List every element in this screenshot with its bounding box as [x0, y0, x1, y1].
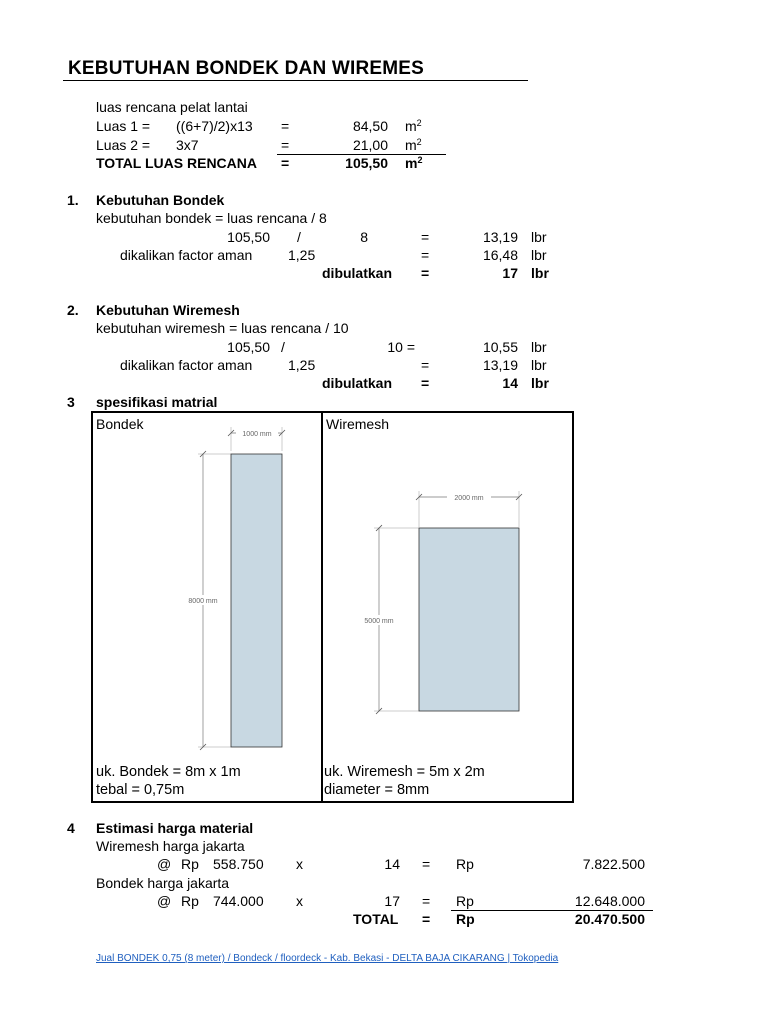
- area-2-formula: 3x7: [176, 137, 199, 153]
- wiremesh-rounded-label: dibulatkan: [322, 375, 393, 391]
- area-heading: luas rencana pelat lantai: [96, 99, 248, 115]
- footer-link[interactable]: Jual BONDEK 0,75 (8 meter) / Bondeck / floordeck - Kab. Bekasi - DELTA BAJA CIKARANG | Tokopedia: [96, 953, 559, 964]
- estimate-heading: Estimasi harga material: [96, 820, 254, 836]
- wiremesh-factor-eq: =: [421, 357, 430, 373]
- bondek-panel-title: Bondek: [96, 416, 144, 432]
- estimate-wiremesh-eq: =: [422, 856, 431, 872]
- area-total-unit: $m^2$: [405, 155, 423, 171]
- wiremesh-factor: 1,25: [288, 357, 316, 373]
- wiremesh-panel: [321, 411, 574, 803]
- estimate-bondek-at: @: [157, 893, 172, 909]
- estimate-bondek-total: 12.648.000: [574, 893, 645, 909]
- wiremesh-rounded-eq: =: [421, 375, 430, 391]
- estimate-wiremesh-price: 558.750: [213, 856, 264, 872]
- wiremesh-calc-a: 105,50: [227, 339, 270, 355]
- bondek-panel: [91, 411, 323, 803]
- bondek-rounded-eq: =: [421, 265, 430, 281]
- wiremesh-calc-op: /: [281, 339, 285, 355]
- estimate-bondek-cur: Rp: [181, 893, 199, 909]
- bondek-factor-value: 16,48: [482, 247, 518, 263]
- bondek-rounded-label: dibulatkan: [322, 265, 393, 281]
- wiremesh-rounded-unit: lbr: [531, 375, 549, 391]
- page-title: KEBUTUHAN BONDEK DAN WIREMES: [68, 58, 425, 79]
- wiremesh-factor-unit: lbr: [531, 357, 547, 373]
- area-1-eq: =: [281, 118, 290, 134]
- estimate-bondek-x: x: [296, 893, 303, 909]
- bondek-factor-label: dikalikan factor aman: [120, 247, 253, 263]
- bondek-calc-unit: lbr: [531, 229, 547, 245]
- area-1-value: 84,50: [352, 118, 388, 134]
- estimate-total-cur: Rp: [456, 911, 475, 927]
- bondek-heading: Kebutuhan Bondek: [96, 192, 225, 208]
- bondek-factor-eq: =: [421, 247, 430, 263]
- bondek-height-dim: 8000 mm: [188, 598, 218, 605]
- area-total-value: 105,50: [345, 155, 388, 171]
- estimate-bondek-eq: =: [422, 893, 431, 909]
- bondek-rounded-value: 17: [502, 265, 518, 281]
- bondek-calc-op: /: [297, 229, 301, 245]
- title-underline: [63, 80, 528, 81]
- bondek-width-dim: 1000 mm: [242, 431, 272, 438]
- wiremesh-sheet: [419, 528, 519, 711]
- bondek-sheet: [231, 454, 282, 747]
- wiremesh-diagram: [323, 413, 572, 723]
- estimate-wiremesh-x: x: [296, 856, 303, 872]
- wiremesh-calc-b: 10 =: [387, 339, 415, 355]
- bondek-thickness-text: tebal = 0,75m: [96, 782, 185, 798]
- estimate-bondek-cur2: Rp: [456, 893, 474, 909]
- estimate-bondek-price: 744.000: [213, 893, 264, 909]
- wiremesh-num: 2.: [67, 302, 79, 318]
- estimate-bondek-qty: 17: [384, 893, 400, 909]
- estimate-wiremesh-label: Wiremesh harga jakarta: [96, 838, 245, 854]
- estimate-wiremesh-qty: 14: [384, 856, 400, 872]
- bondek-rounded-unit: lbr: [531, 265, 549, 281]
- wiremesh-diameter-text: diameter = 8mm: [324, 782, 430, 798]
- bondek-formula: kebutuhan bondek = luas rencana / 8: [96, 210, 327, 226]
- wiremesh-calc-unit: lbr: [531, 339, 547, 355]
- estimate-total-label: TOTAL: [353, 911, 399, 927]
- wiremesh-factor-value: 13,19: [482, 357, 518, 373]
- wiremesh-panel-title: Wiremesh: [326, 416, 390, 432]
- bondek-diagram: [93, 413, 321, 753]
- area-2-value: 21,00: [352, 137, 388, 153]
- area-2-eq: =: [281, 137, 290, 153]
- area-total-label: TOTAL LUAS RENCANA: [96, 155, 257, 171]
- wiremesh-calc-value: 10,55: [482, 339, 518, 355]
- area-2-unit: $m^2$: [405, 137, 422, 153]
- wiremesh-factor-label: dikalikan factor aman: [120, 357, 253, 373]
- estimate-total-eq: =: [422, 911, 431, 927]
- bondek-factor-unit: lbr: [531, 247, 547, 263]
- estimate-total-value: 20.470.500: [574, 911, 645, 927]
- estimate-wiremesh-cur2: Rp: [456, 856, 474, 872]
- wiremesh-height-dim: 5000 mm: [364, 618, 394, 625]
- wiremesh-heading: Kebutuhan Wiremesh: [96, 302, 240, 318]
- area-1-unit: $m^2$: [405, 118, 422, 134]
- wiremesh-formula: kebutuhan wiremesh = luas rencana / 10: [96, 320, 349, 336]
- bondek-calc-eq: =: [421, 229, 430, 245]
- wiremesh-width-dim: 2000 mm: [454, 495, 484, 502]
- bondek-calc-value: 13,19: [482, 229, 518, 245]
- bondek-size-text: uk. Bondek = 8m x 1m: [96, 764, 241, 780]
- estimate-wiremesh-at: @: [157, 856, 172, 872]
- area-1-label: Luas 1 =: [96, 118, 151, 134]
- estimate-bondek-label: Bondek harga jakarta: [96, 875, 230, 891]
- area-total-eq: =: [281, 155, 290, 171]
- bondek-calc-a: 105,50: [227, 229, 270, 245]
- spec-num: 3: [67, 394, 75, 410]
- estimate-wiremesh-total: 7.822.500: [582, 856, 645, 872]
- bondek-num: 1.: [67, 192, 79, 208]
- bondek-factor: 1,25: [288, 247, 316, 263]
- bondek-calc-b: 8: [360, 229, 368, 245]
- estimate-num: 4: [67, 820, 75, 836]
- area-1-formula: ((6+7)/2)x13: [176, 118, 253, 134]
- estimate-wiremesh-cur: Rp: [181, 856, 199, 872]
- area-2-label: Luas 2 =: [96, 137, 151, 153]
- wiremesh-size-text: uk. Wiremesh = 5m x 2m: [324, 764, 485, 780]
- wiremesh-rounded-value: 14: [502, 375, 518, 391]
- spec-heading: spesifikasi matrial: [96, 394, 218, 410]
